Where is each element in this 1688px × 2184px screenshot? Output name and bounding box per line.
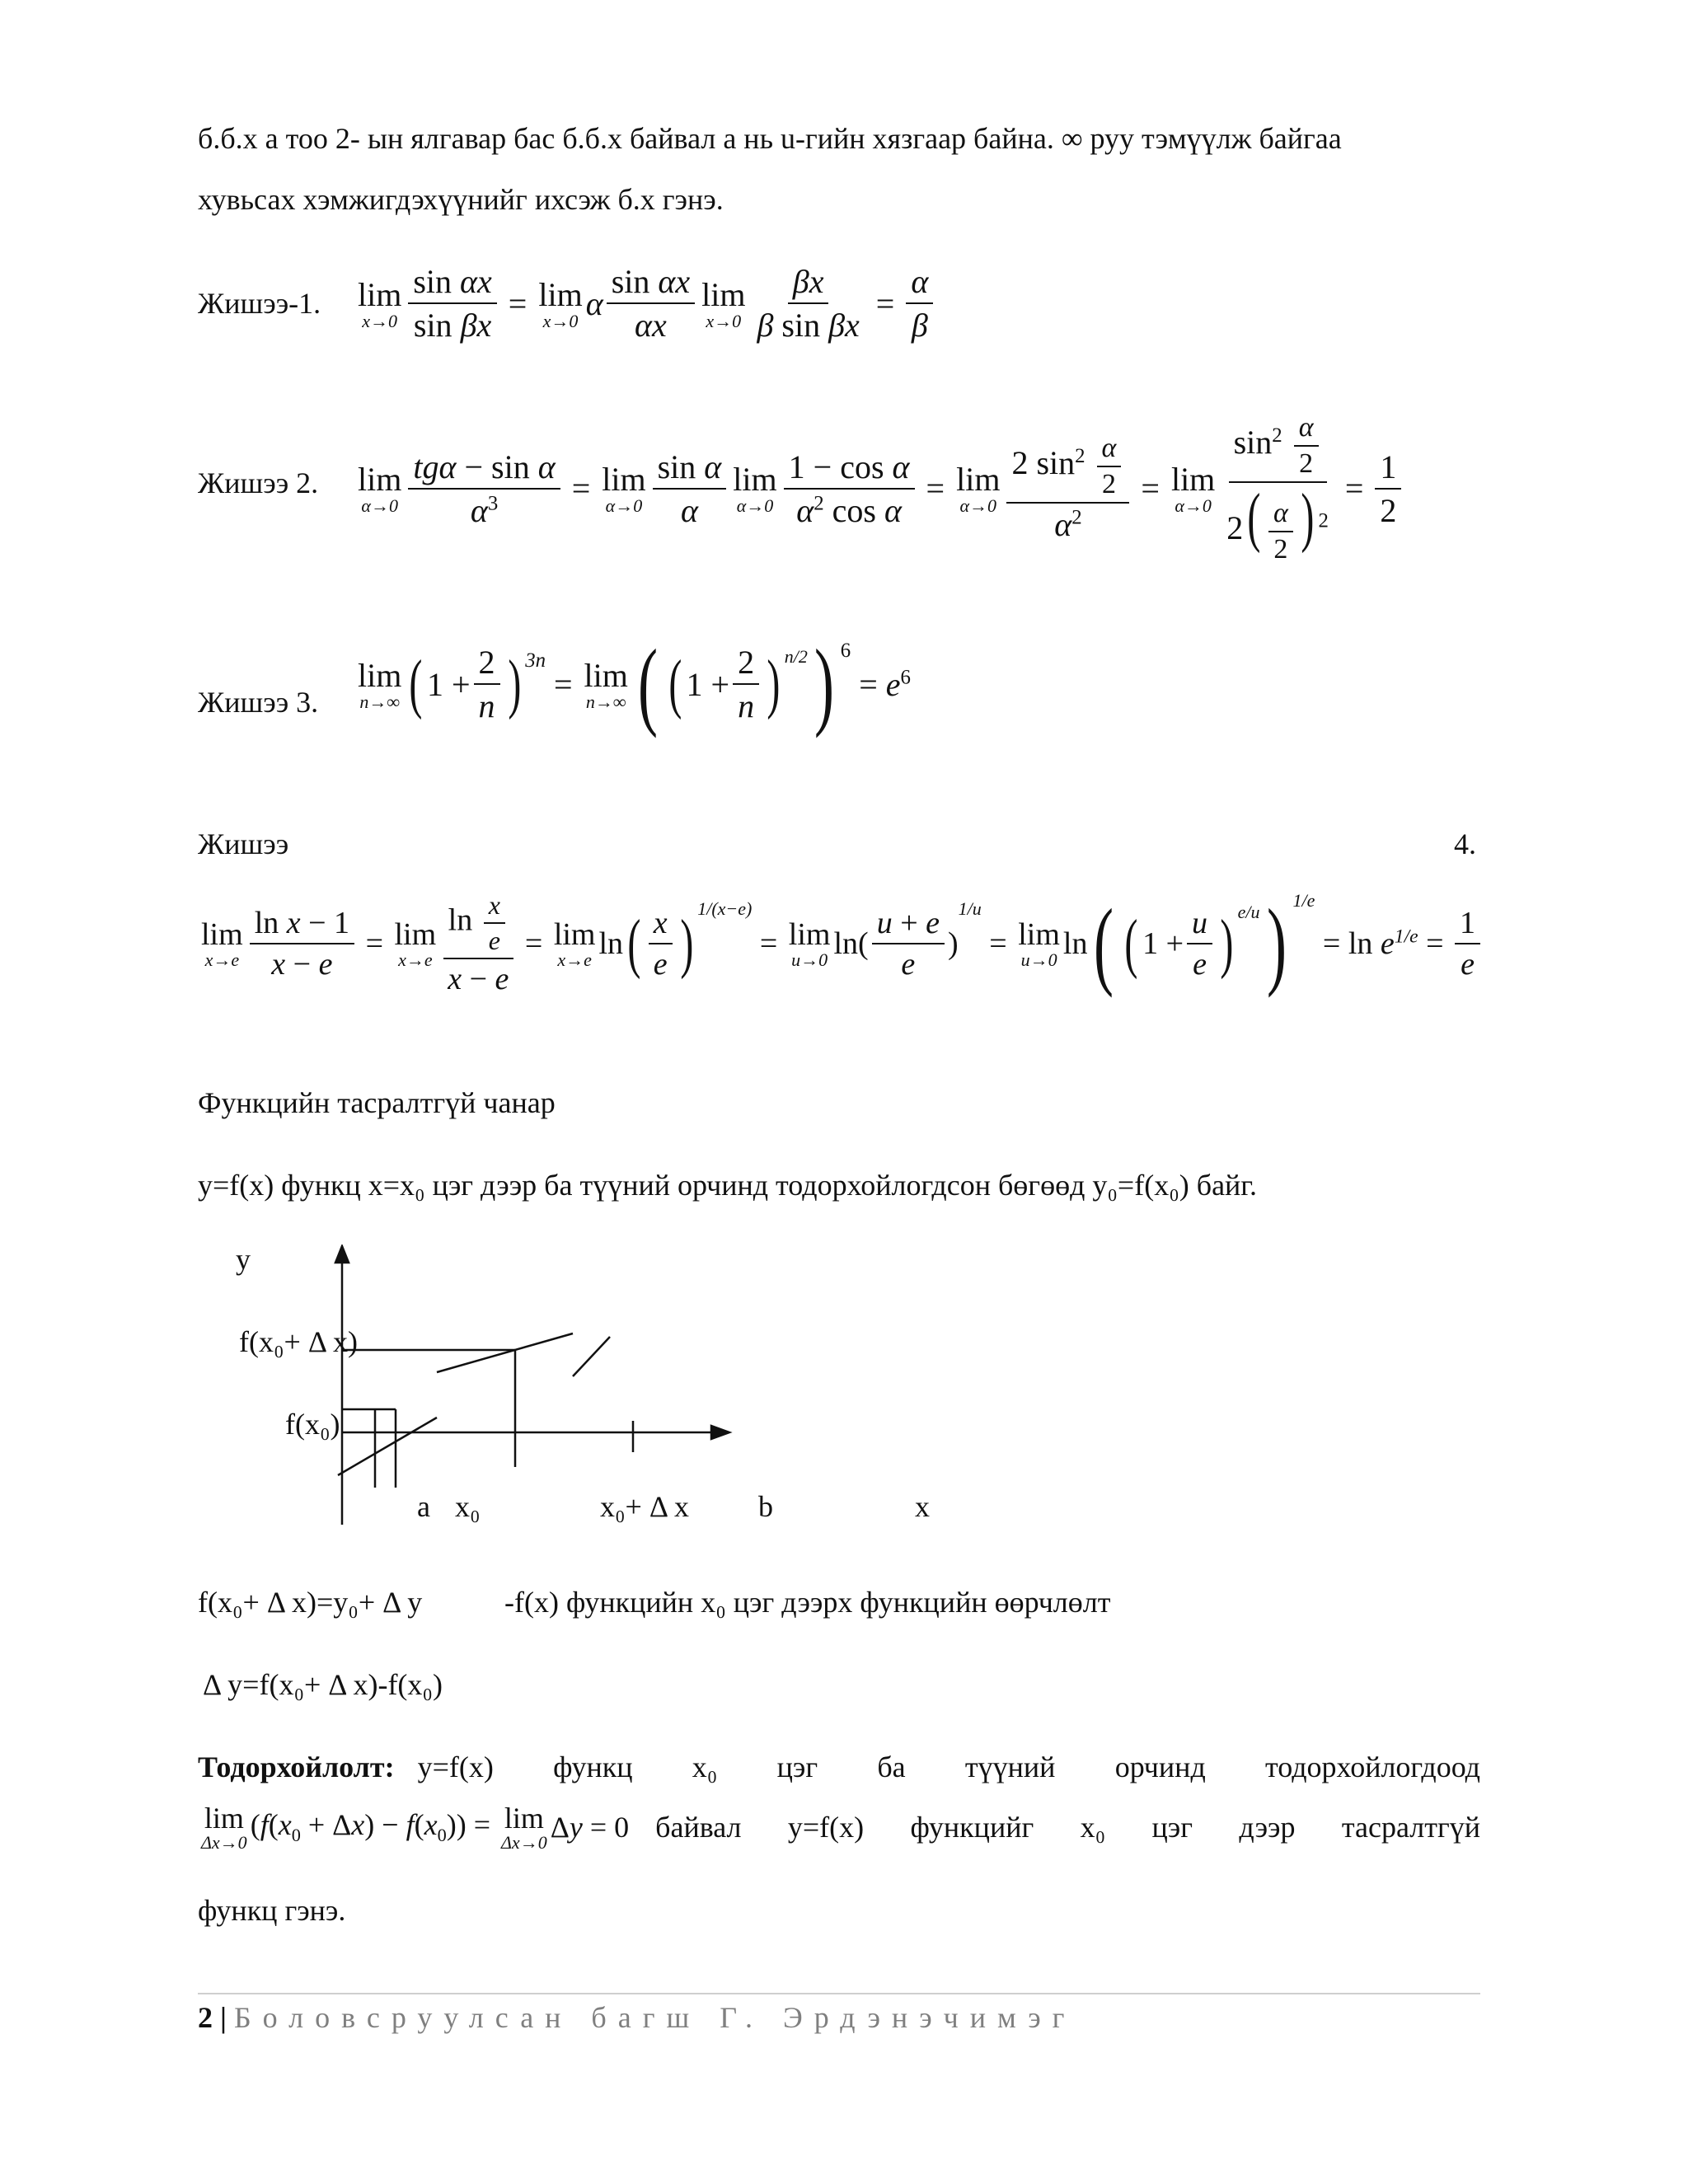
section-statement: y=f(x) функц x=x₀ цэг дээр ба түүний орчинд тодорхойлогдсон бөгөөд y₀=f(x₀) байг. <box>198 1169 1258 1202</box>
intro-line-1 <box>198 122 1342 156</box>
x-axis-arrow <box>711 1426 729 1439</box>
graph-f-x0-label: f(x₀) <box>285 1408 340 1441</box>
graph-tick-b: b <box>758 1490 773 1523</box>
intro-line-2: хувьсах хэмжигдэхүүнийг ихсэж б.х гэнэ. <box>198 183 724 216</box>
graph-tick-x0: x₀ <box>455 1490 481 1523</box>
increment-description: -f(x) функцийн x₀ цэг дээрх функцийн өөрчлөлт <box>504 1586 1111 1619</box>
intro-text-1-end: руу тэмүүлж байгаа <box>1090 122 1342 155</box>
example-3-formula: lim n→∞ ( 1 + $\frac{2}{n}$ ) $^{3n}$ = lim n→∞ ( ( 1 + $\frac{2}{n}$ ) n/2 ) $^6$ = $e^6$ <box>358 629 911 738</box>
example-4-formula: lim x→e $\frac{\text{ln x − 1}}{x - e}$ = lim x→e ln $\frac{x}{e}$ x − e = lim x→e ln ( $\frac{x}{e}$ ) 1/(x−e) = lim u→0 ln( $\frac{u + e}{e}$ ) 1/u = lim u→0 ln ( ( 1 + $\frac{u}{e}$ ) e/u ) 1/e = $\ln e^{1/e}$ = $\frac{1}{e}$ <box>198 890 1484 997</box>
delta-y-formula: Δ y=f(x₀+ Δ x)-f(x₀) <box>203 1668 443 1701</box>
example-4-label: Жишээ <box>198 827 289 860</box>
footer-rule <box>198 1993 1480 1994</box>
curve-right-segment <box>573 1337 610 1376</box>
example-2-formula: lim α→0 $\frac{\text{tgα − sin α}}{\alpha^3}$ = lim α→0 $\frac{\text{sin α}}{\alpha}$ lim α→0 $\frac{\text{1 − cos α}}{\alpha^2 \cos \alpha}$ = lim α→0 2 $\sin^2$ $\frac{\alpha}{2}$ $\alpha^2$ = lim α→0 $\sin^2$ $\frac{\alpha}{2}$ 2( $\frac{\alpha}{2}$ ) $^2$ = $\frac{1}{2}$ <box>354 412 1404 565</box>
definition-line-1 <box>198 1750 1480 1784</box>
example-1-label: Жишээ-1. <box>198 287 321 320</box>
footer <box>198 2001 1076 2035</box>
example-2-label: Жишээ 2. <box>198 466 319 499</box>
footer-page-number: 2 <box>198 2001 213 2034</box>
definition-term: Тодорхойлолт: <box>198 1750 395 1783</box>
definition-line-2-rest: байвал y=f(x) функцийг x₀ цэг дээр тасралтгүй <box>655 1810 1480 1844</box>
infinity-symbol: ∞ <box>1061 122 1083 155</box>
example-3-label: Жишээ 3. <box>198 686 319 719</box>
footer-author: Боловсруулсан багш Г. Эрдэнэчимэг <box>233 2001 1076 2034</box>
increment-lhs: f(x₀+ Δ x)=y₀+ Δ y <box>198 1586 423 1619</box>
y-axis-arrow <box>335 1246 349 1263</box>
graph-tick-a: a <box>417 1490 430 1523</box>
graph-x-label: x <box>915 1490 930 1523</box>
intro-text-1: б.б.х а тоо 2- ын ялгавар бас б.б.х байвал а нь u-гийн хязгаар байна. <box>198 122 1054 155</box>
example-4-number: 4. <box>1454 827 1476 860</box>
example-1-formula: lim x→0 $\frac{\text{sin αx}}{\text{sin βx}}$ = lim x→0 α $\frac{\text{sin αx}}{\alpha x}$ lim x→0 $\frac{\beta x}{\text{β sin βx}}$ = $\frac{\alpha}{\beta}$ <box>354 262 936 344</box>
curve-middle-segment <box>437 1333 573 1372</box>
definition-line-2 <box>198 1802 1480 1854</box>
footer-separator: | <box>220 2001 227 2034</box>
graph-f-x0-dx-label: f(x₀+ Δ x) <box>239 1325 358 1358</box>
definition-line-3: функц гэнэ. <box>198 1894 346 1927</box>
definition-line-1-rest: y=f(x) функц x₀ цэг ба түүний орчинд тодорхойлогдоод <box>417 1750 1480 1783</box>
definition-limit-formula: lim Δx→0 $(f(x_0 + \Delta x) - f(x_0))$ = lim Δx→0 Δy = 0 <box>201 1802 630 1854</box>
graph-y-label: y <box>236 1243 251 1276</box>
section-heading: Функцийн тасралтгүй чанар <box>198 1086 556 1119</box>
graph-tick-x0-dx: x₀+ Δ x <box>600 1490 690 1523</box>
curve-left-segment <box>338 1418 437 1475</box>
